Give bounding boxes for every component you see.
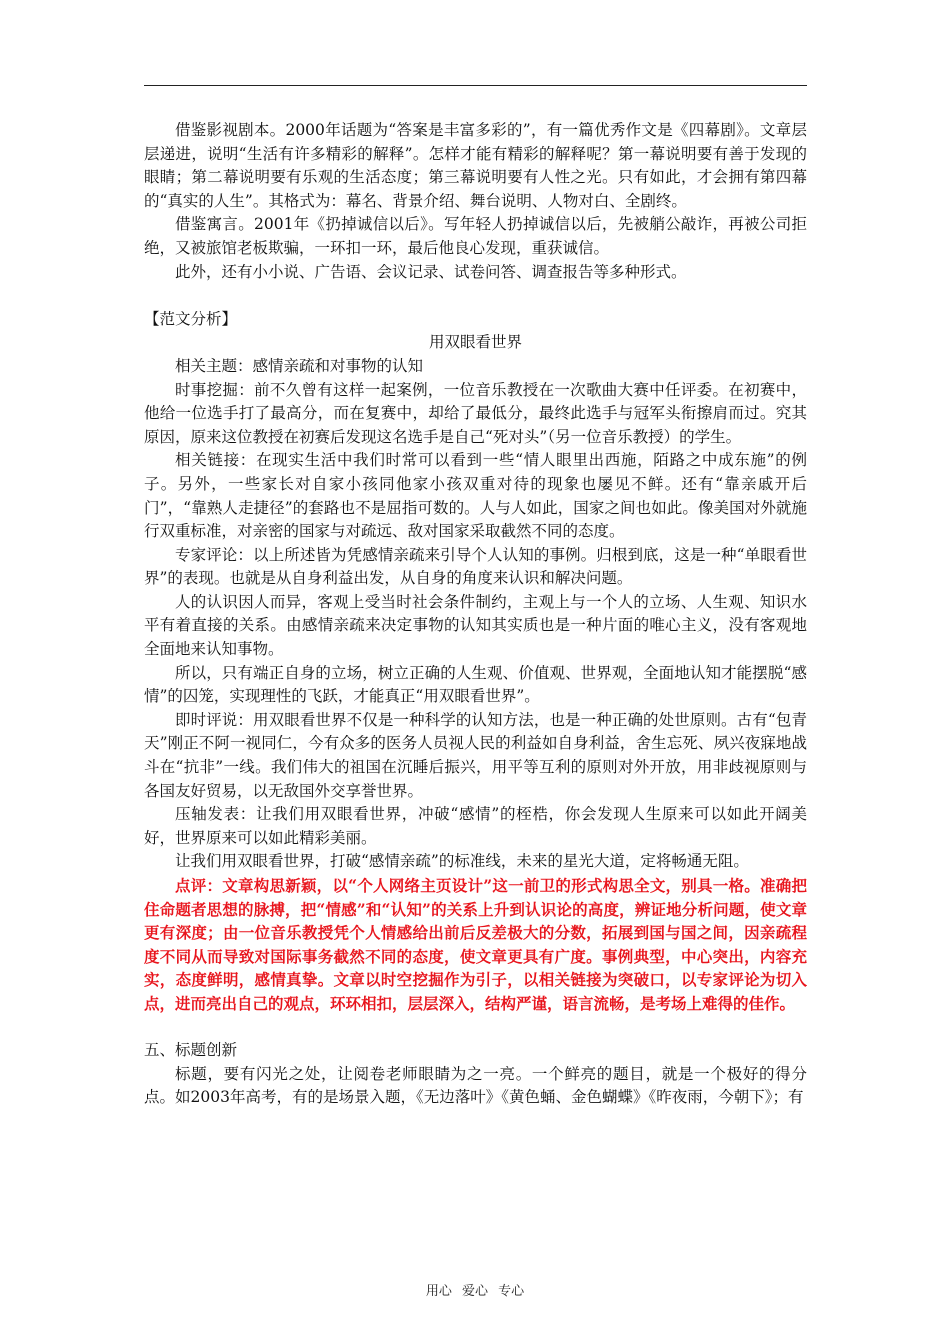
heading-title-innovation: 五、标题创新 (144, 1041, 238, 1060)
header-rule (144, 85, 807, 86)
paragraph-closing: 让我们用双眼看世界，打破“感情亲疏”的标准线，未来的星光大道，定将畅通无阻。 (175, 852, 749, 871)
paragraph-related-links: 相关链接：在现实生活中我们时常可以看到一些“情人眼里出西施，陌路之中成东施”的例子。另外，一些家长对自家小孩同他家小孩双重对待的现象也屡见不鲜。还有“靠亲戚开后门”，“靠熟人走捷径”的套路也不是屈指可数的。人与人如此，国家之间也如此。像美国对外就施行双重标准，对亲密的国家与对疏远、敌对国家采取截然不同的态度。 (144, 451, 807, 541)
essay-title: 用双眼看世界 (428, 333, 522, 352)
page-footer: 用心 爱心 专心 (425, 1284, 525, 1299)
paragraph-screenplay: 借鉴影视剧本。2000年话题为“答案是丰富多彩的”，有一篇优秀作文是《四幕剧》。文章层层递进，说明“生活有许多精彩的解释”。怎样才能有精彩的解释呢？第一幕说明要有善于发现的眼睛；第二幕说明要有乐观的生活态度；第三幕说明要有人性之光。只有如此，才会拥有第四幕的“真实的人生”。其格式为：幕名、背景介绍、舞台说明、人物对白、全剧终。 (144, 121, 807, 210)
section-heading: 【范文分析】 (144, 309, 238, 328)
paragraph-therefore: 所以，只有端正自身的立场，树立正确的人生观、价值观、世界观，全面地认知才能摆脱“感情”的囚笼，实现理性的飞跃，才能真正“用双眼看世界”。 (144, 663, 807, 706)
paragraph-related-topic: 相关主题：感情亲疏和对事物的认知 (175, 356, 424, 375)
paragraph-current-events: 时事挖掘：前不久曾有这样一起案例，一位音乐教授在一次歌曲大赛中任评委。在初赛中，他给一位选手打了最高分，而在复赛中，却给了最低分，最终此选手与冠军头衔擦肩而过。究其原因，原来这位教授在初赛后发现这名选手是自己“死对头”（另一位音乐教授）的学生。 (144, 380, 807, 446)
paragraph-instant-comment: 即时评说：用双眼看世界不仅是一种科学的认知方法，也是一种正确的处世原则。古有“包青天”刚正不阿一视同仁，今有众多的医务人员视人民的利益如自身利益，舍生忘死、夙兴夜寐地战斗在“抗非”一线。我们伟大的祖国在沉睡后振兴，用平等互利的原则对外开放，用非歧视原则与各国友好贸易，以无敌国外交享誉世界。 (144, 710, 807, 800)
paragraph-expert-comment: 专家评论：以上所述皆为凭感情亲疏来引导个人认知的事例。归根到底，这是一种“单眼看世界”的表现。也就是从自身利益出发，从自身的角度来认识和解决问题。 (144, 545, 807, 588)
review-comment: 点评：文章构思新颖，以“个人网络主页设计”这一前卫的形式构思全文，别具一格。准确把住命题者思想的脉搏，把“情感”和“认知”的关系上升到认识论的高度，辨证地分析问题，使文章更有深度；由一位音乐教授凭个人情感给出前后反差极大的分数，拓展到国与国之间，因亲疏程度不同从而导致对国际事务截然不同的态度，使文章更具有广度。事例典型，中心突出，内容充实，态度鲜明，感情真挚。文章以时空挖掘作为引子，以相关链接为突破口，以专家评论为切入点，进而亮出自己的观点，环环相扣，层层深入，结构严谨，语言流畅，是考场上难得的佳作。 (144, 876, 807, 1013)
document-body (144, 119, 807, 1110)
paragraph-finale: 压轴发表：让我们用双眼看世界，冲破“感情”的桎梏，你会发现人生原来可以如此开阔美好，世界原来可以如此精彩美丽。 (144, 805, 807, 847)
paragraph-title-innovation: 标题，要有闪光之处，让阅卷老师眼睛为之一亮。一个鲜亮的题目，就是一个极好的得分点。如2003年高考，有的是场景入题，《无边落叶》《黄色蛹、金色蝴蝶》《昨夜雨，今朝下》；有 (144, 1064, 807, 1107)
paragraph-cognition: 人的认识因人而异，客观上受当时社会条件制约，主观上与一个人的立场、人生观、知识水平有着直接的关系。由感情亲疏来决定事物的认知其实质也是一种片面的唯心主义，没有客观地全面地来认知事物。 (144, 592, 807, 659)
paragraph-fable: 借鉴寓言。2001年《扔掉诚信以后》。写年轻人扔掉诚信以后，先被艄公敲诈，再被公司拒绝，又被旅馆老板欺骗，一环扣一环，最后他良心发现，重获诚信。 (144, 215, 807, 257)
paragraph-other-forms: 此外，还有小小说、广告语、会议记录、试卷问答、调查报告等多种形式。 (175, 262, 687, 281)
